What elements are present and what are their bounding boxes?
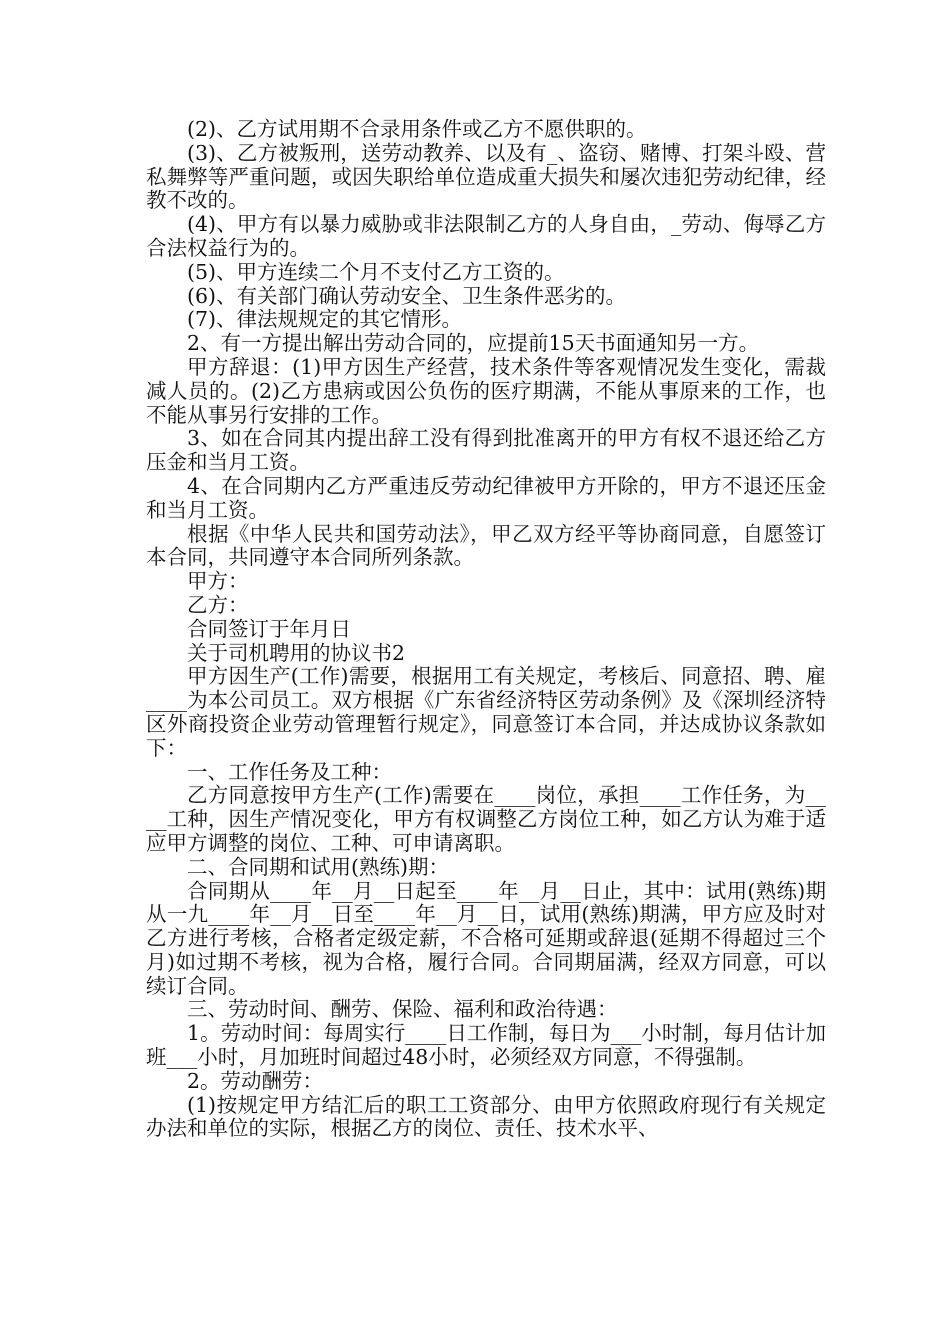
- paragraph: 3、如在合同其内提出辞工没有得到批准离开的甲方有权不退还给乙方压金和当月工资。: [146, 426, 826, 475]
- paragraph: (3)、乙方被叛刑，送劳动教养、以及有_、盗窃、赌博、打架斗殴、营私舞弊等严重问题，或因失职给单位造成重大损失和屡次违犯劳动纪律，经教不改的。: [146, 140, 826, 213]
- paragraph: (6)、有关部门确认劳动安全、卫生条件恶劣的。: [187, 283, 627, 308]
- paragraph: 甲方辞退：(1)甲方因生产经营，技术条件等客观情况发生变化，需裁减人员的。(2)乙方患病或因公负伤的医疗期满，不能从事原来的工作，也不能从事另行安排的工作。: [146, 354, 826, 427]
- paragraph: (4)、甲方有以暴力威胁或非法限制乙方的人身自由，_劳动、侮辱乙方合法权益行为的。: [146, 212, 826, 260]
- paragraph: 2。劳动酬劳：: [187, 1068, 324, 1093]
- party-a-line: 甲方：: [187, 569, 249, 594]
- section-heading: 二、合同期和试用(熟练)期：: [187, 854, 449, 879]
- paragraph: 4、在合同期内乙方严重违反劳动纪律被甲方开除的，甲方不退还压金和当月工资。: [146, 473, 826, 522]
- paragraph: 1。劳动时间：每周实行____日工作制，每日为___小时制，每月估计加班___小时，月加班时间超过48小时，必须经双方同意，不得强制。: [146, 1021, 826, 1070]
- paragraph: 甲方因生产(工作)需要，根据用工有关规定，考核后、同意招、聘、雇____为本公司员工。双方根据《广东省经济特区劳动条例》及《深圳经济特区外商投资企业劳动管理暂行规定》，同意签订本合同，并达成协议条款如下：: [146, 664, 826, 760]
- paragraph: (2)、乙方试用期不合录用条件或乙方不愿供职的。: [187, 117, 647, 141]
- party-b-line: 乙方：: [187, 592, 249, 617]
- section-heading: 一、工作任务及工种：: [187, 759, 392, 784]
- paragraph: (5)、甲方连续二个月不支付乙方工资的。: [187, 259, 565, 284]
- signing-date-line: 合同签订于年月日: [187, 616, 351, 641]
- paragraph: 合同期从____年__月__日起至____年__月__日止，其中：试用(熟练)期从一九____年__月__日至____年__月__日，试用(熟练)期满，甲方应及时对乙方进行考核，合格者定级定薪，不合格可延期或辞退(延期不得超过三个月)如过期不考核，视为合格，履行合同。合同期届满，经双方同意，可以续订合同。: [146, 878, 826, 998]
- paragraph: 乙方同意按甲方生产(工作)需要在____岗位，承担____工作任务，为____工种，因生产情况变化，甲方有权调整乙方岗位工种，如乙方认为难于适应甲方调整的岗位、工种、可申请离职。: [146, 783, 826, 855]
- document-page: [146, 118, 826, 1141]
- section-heading: 三、劳动时间、酬劳、保险、福利和政治待遇：: [187, 997, 618, 1022]
- paragraph: (1)按规定甲方结汇后的职工工资部分、由甲方依照政府现行有关规定办法和单位的实际，根据乙方的岗位、责任、技术水平、: [146, 1092, 826, 1141]
- paragraph: 根据《中华人民共和国劳动法》，甲乙双方经平等协商同意，自愿签订本合同，共同遵守本合同所列条款。: [146, 521, 826, 570]
- agreement-title: 关于司机聘用的协议书2: [187, 640, 406, 665]
- paragraph: 2、有一方提出解出劳动合同的，应提前15天书面通知另一方。: [187, 331, 760, 356]
- paragraph: (7)、律法规规定的其它情形。: [187, 307, 463, 332]
